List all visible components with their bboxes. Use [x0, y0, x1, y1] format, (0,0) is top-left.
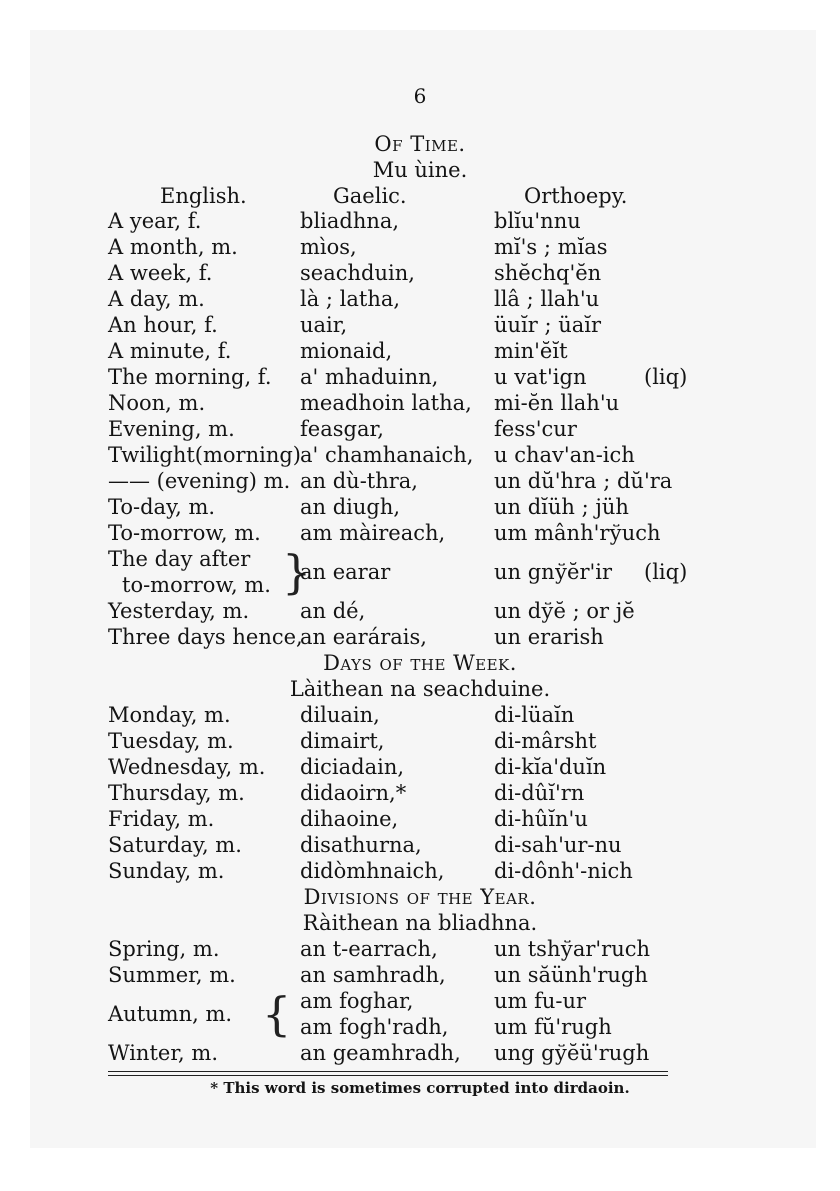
gaelic-term: an samhradh, — [300, 963, 446, 987]
english-term: Sunday, m. — [108, 859, 225, 883]
vocab-row — [0, 858, 840, 884]
vocab-row — [0, 806, 840, 832]
english-term: Three days hence, — [108, 625, 303, 649]
english-term: —— (evening) m. — [108, 469, 291, 493]
orthoepy-term: di-dônh'-nich — [494, 859, 633, 883]
gaelic-term: am fogh'radh, — [300, 1015, 449, 1039]
english-term: A year, f. — [108, 209, 202, 233]
orthoepy-term: fess'cur — [494, 417, 577, 441]
gaelic-term: a' mhaduinn, — [300, 365, 439, 389]
column-headers — [0, 183, 840, 209]
orthoepy-term: di-sah'ur-nu — [494, 833, 622, 857]
gaelic-term: uair, — [300, 313, 348, 337]
footnote-rule — [108, 1071, 668, 1072]
orthoepy-term: mĭ's ; mĭas — [494, 235, 608, 259]
english-term: To-morrow, m. — [108, 521, 261, 545]
vocab-row — [0, 338, 840, 364]
pronunciation-note: (liq) — [644, 365, 688, 389]
vocab-row — [0, 520, 840, 546]
vocab-row — [0, 780, 840, 806]
gaelic-term: dimairt, — [300, 729, 385, 753]
vocab-row — [0, 832, 840, 858]
gaelic-term: am màireach, — [300, 521, 446, 545]
vocab-row — [0, 416, 840, 442]
vocab-row — [0, 260, 840, 286]
gaelic-term: dihaoine, — [300, 807, 399, 831]
vocab-row — [0, 962, 840, 988]
english-term: Wednesday, m. — [108, 755, 266, 779]
gaelic-term: seachduin, — [300, 261, 415, 285]
english-term: Yesterday, m. — [108, 599, 250, 623]
orthoepy-term: mi-ĕn llah'u — [494, 391, 620, 415]
english-term: Tuesday, m. — [108, 729, 234, 753]
vocab-row — [0, 442, 840, 468]
orthoepy-term: un erarish — [494, 625, 604, 649]
gaelic-term: a' chamhanaich, — [300, 443, 474, 467]
vocab-row — [0, 312, 840, 338]
vocab-row-winter — [0, 1040, 840, 1066]
gaelic-term: diciadain, — [300, 755, 405, 779]
english-term: The day after — [108, 547, 251, 571]
gaelic-term: an earar — [300, 560, 391, 584]
orthoepy-term: un tshўar'ruch — [494, 937, 651, 961]
gaelic-term: am foghar, — [300, 989, 414, 1013]
section-subtitle-time: Mu ùine. — [372, 158, 468, 182]
orthoepy-term: blĭu'nnu — [494, 209, 581, 233]
vocab-row — [0, 754, 840, 780]
gaelic-term: mionaid, — [300, 339, 393, 363]
orthoepy-term: um fu-ur — [494, 989, 587, 1013]
section-subtitle-year: Ràithean na bliadhna. — [302, 911, 538, 935]
english-term: A minute, f. — [108, 339, 232, 363]
english-term: Noon, m. — [108, 391, 206, 415]
header-english: English. — [160, 184, 247, 208]
english-term: To-day, m. — [108, 495, 216, 519]
vocab-row — [0, 546, 840, 598]
english-term: An hour, f. — [108, 313, 218, 337]
english-term-cont: to-morrow, m. — [122, 573, 271, 597]
vocab-row-autumn — [0, 988, 840, 1040]
orthoepy-term: shĕchq'ĕn — [494, 261, 602, 285]
english-term: Spring, m. — [108, 937, 220, 961]
vocab-row — [0, 598, 840, 624]
gaelic-term: disathurna, — [300, 833, 422, 857]
orthoepy-term: min'ĕĭt — [494, 339, 568, 363]
section-title-time: Of Time. — [374, 132, 466, 156]
section-title-days: Days of the Week. — [323, 651, 517, 675]
english-term: Evening, m. — [108, 417, 235, 441]
orthoepy-term: um mânh'rўuch — [494, 521, 661, 545]
orthoepy-term: di-lüaĭn — [494, 703, 575, 727]
vocab-row — [0, 208, 840, 234]
vocab-row — [0, 286, 840, 312]
english-term: A week, f. — [108, 261, 213, 285]
orthoepy-term: un dўĕ ; or jĕ — [494, 599, 635, 623]
gaelic-term: diluain, — [300, 703, 380, 727]
vocab-row — [0, 468, 840, 494]
gaelic-term: an dù-thra, — [300, 469, 418, 493]
gaelic-term: an t-earrach, — [300, 937, 438, 961]
brace-icon: { — [262, 987, 292, 1041]
english-term: Thursday, m. — [108, 781, 245, 805]
gaelic-term: an dé, — [300, 599, 366, 623]
gaelic-term: didòmhnaich, — [300, 859, 445, 883]
orthoepy-term: llâ ; llah'u — [494, 287, 600, 311]
gaelic-term: meadhoin latha, — [300, 391, 472, 415]
vocab-row — [0, 494, 840, 520]
orthoepy-term: un dĭüh ; jüh — [494, 495, 629, 519]
orthoepy-term: di-mârsht — [494, 729, 597, 753]
vocab-row — [0, 936, 840, 962]
orthoepy-term: un gnўĕr'ir — [494, 560, 613, 584]
page-number: 6 — [413, 84, 427, 108]
orthoepy-term: um fŭ'rugh — [494, 1015, 612, 1039]
english-term: Friday, m. — [108, 807, 215, 831]
header-orthoepy: Orthoepy. — [524, 184, 628, 208]
vocab-row — [0, 702, 840, 728]
gaelic-term: an earárais, — [300, 625, 427, 649]
orthoepy-term: di-dûĭ'rn — [494, 781, 585, 805]
english-term: Summer, m. — [108, 963, 236, 987]
gaelic-term: là ; latha, — [300, 287, 401, 311]
gaelic-term: didaoirn,* — [300, 781, 407, 805]
english-term: Winter, m. — [108, 1041, 218, 1065]
vocab-row — [0, 364, 840, 390]
header-gaelic: Gaelic. — [333, 184, 407, 208]
english-term: A day, m. — [108, 287, 205, 311]
english-term: Twilight(morning) — [108, 443, 301, 467]
footnote: * This word is sometimes corrupted into dirdaoin. — [210, 1079, 630, 1097]
orthoepy-term: di-kĭa'duĭn — [494, 755, 607, 779]
orthoepy-term: u chav'an-ich — [494, 443, 635, 467]
orthoepy-term: u vat'ign — [494, 365, 587, 389]
gaelic-term: bliadhna, — [300, 209, 400, 233]
vocab-row — [0, 728, 840, 754]
orthoepy-term: un dŭ'hra ; dŭ'ra — [494, 469, 673, 493]
english-term: Autumn, m. — [108, 1002, 233, 1026]
gaelic-term: an geamhradh, — [300, 1041, 461, 1065]
gaelic-term: feasgar, — [300, 417, 384, 441]
orthoepy-term: üuĭr ; üaĭr — [494, 313, 602, 337]
footnote-rule — [108, 1075, 668, 1076]
english-term: The morning, f. — [108, 365, 272, 389]
brace-icon: } — [282, 545, 312, 599]
english-term: Saturday, m. — [108, 833, 242, 857]
pronunciation-note: (liq) — [644, 560, 688, 584]
gaelic-term: mìos, — [300, 235, 357, 259]
vocab-row — [0, 234, 840, 260]
english-term: Monday, m. — [108, 703, 231, 727]
vocab-row — [0, 390, 840, 416]
section-title-year: Divisions of the Year. — [303, 885, 537, 909]
section-subtitle-days: Làithean na seachduine. — [289, 677, 551, 701]
gaelic-term: an diugh, — [300, 495, 401, 519]
orthoepy-term: un săünh'rugh — [494, 963, 648, 987]
english-term: A month, m. — [108, 235, 238, 259]
orthoepy-term: ung gўĕü'rugh — [494, 1041, 650, 1065]
vocab-row — [0, 624, 840, 650]
orthoepy-term: di-hûĭn'u — [494, 807, 588, 831]
